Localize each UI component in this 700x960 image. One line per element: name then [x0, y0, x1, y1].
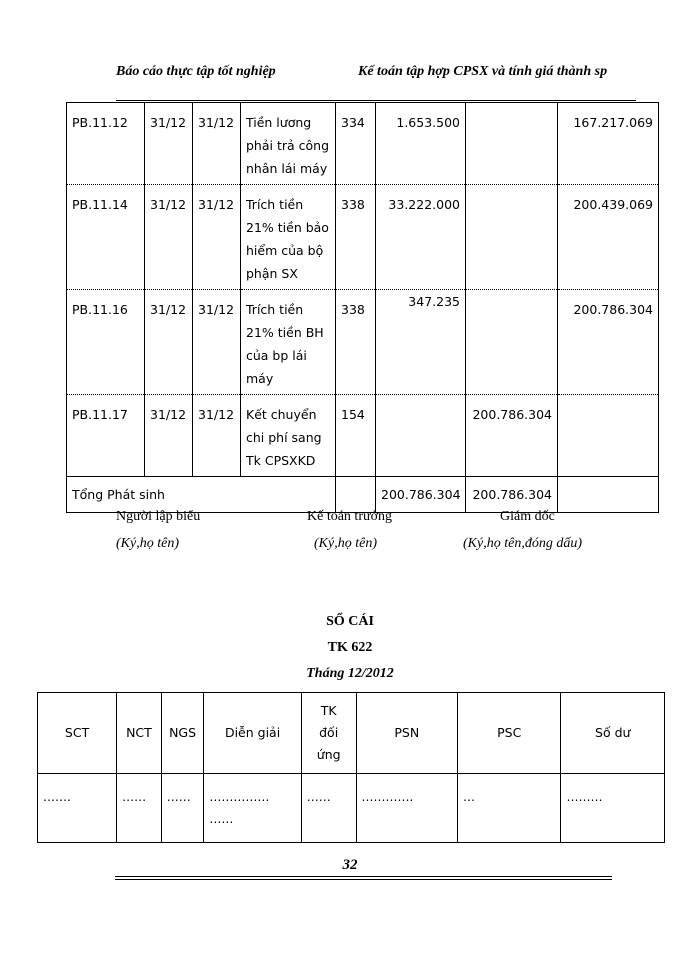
col-header-so-du: Số dư — [561, 693, 665, 774]
nct-cell: 31/12 — [145, 103, 193, 185]
preparer-note: (Ký,họ tên) — [116, 536, 179, 551]
total-row — [67, 477, 659, 513]
dien-giai-cell — [241, 103, 336, 185]
dien-giai-cell — [204, 774, 301, 843]
director-label: Giám đốc — [500, 509, 555, 524]
tk-cell: 154 — [336, 395, 376, 477]
total-psn: 200.786.304 — [376, 477, 466, 513]
period-title: Tháng 12/2012 — [306, 666, 394, 681]
table-row — [67, 290, 659, 395]
psc-cell: … — [458, 774, 561, 843]
nct-cell: 31/12 — [145, 290, 193, 395]
dien-giai-cell — [241, 185, 336, 290]
ngs-cell: …… — [161, 774, 204, 843]
dien-giai-line: của bp lái — [246, 348, 307, 363]
col-header-tk-doi-ung — [301, 693, 356, 774]
psc-cell — [466, 103, 558, 185]
dien-giai-line: …………… — [209, 790, 270, 804]
chief-accountant-note: (Ký,họ tên) — [314, 536, 377, 551]
dien-giai-line: nhân lái máy — [246, 161, 328, 176]
so-du-cell: 167.217.069 — [558, 103, 659, 185]
ngs-cell: 31/12 — [193, 395, 241, 477]
nct-cell: 31/12 — [145, 395, 193, 477]
tk-cell: 338 — [336, 185, 376, 290]
psc-cell — [466, 290, 558, 395]
footer-divider — [115, 876, 612, 877]
dien-giai-line: Kết chuyển — [246, 407, 317, 422]
ngs-cell: 31/12 — [193, 185, 241, 290]
dien-giai-line: …… — [209, 812, 234, 826]
table-row — [67, 103, 659, 185]
so-du-cell: 200.786.304 — [558, 290, 659, 395]
table-row — [38, 774, 665, 843]
psc-cell: 200.786.304 — [466, 395, 558, 477]
psn-cell: 1.653.500 — [376, 103, 466, 185]
chief-accountant-label: Kế toán trưởng — [307, 509, 392, 524]
tk-cell: 338 — [336, 290, 376, 395]
tk-cell: …… — [301, 774, 356, 843]
sct-cell: PB.11.12 — [67, 103, 145, 185]
header-line: đối — [319, 725, 339, 740]
dien-giai-cell — [241, 395, 336, 477]
header-row — [38, 693, 665, 774]
psn-cell: 347.235 — [376, 290, 466, 395]
psc-cell — [466, 185, 558, 290]
sct-cell: PB.11.14 — [67, 185, 145, 290]
preparer-label: Người lập biểu — [116, 509, 201, 524]
dien-giai-cell — [241, 290, 336, 395]
nct-cell: …… — [117, 774, 162, 843]
so-du-cell — [558, 477, 659, 513]
ledger-title: SỔ CÁI — [326, 614, 374, 629]
total-label: Tổng Phát sinh — [67, 477, 336, 513]
psn-cell: …………. — [356, 774, 457, 843]
account-title: TK 622 — [327, 640, 373, 655]
page-number: 32 — [342, 857, 358, 873]
so-du-cell — [558, 395, 659, 477]
dien-giai-line: phận SX — [246, 266, 298, 281]
nct-cell: 31/12 — [145, 185, 193, 290]
col-header-dien-giai: Diễn giải — [204, 693, 301, 774]
dien-giai-line: 21% tiền bảo — [246, 220, 329, 235]
tk-cell — [336, 477, 376, 513]
col-header-psc: PSC — [458, 693, 561, 774]
so-du-cell: ……… — [561, 774, 665, 843]
director-note: (Ký,họ tên,đóng dấu) — [463, 536, 582, 551]
dien-giai-line: Trích tiền — [246, 197, 304, 212]
dien-giai-line: chi phí sang — [246, 430, 322, 445]
header-line: ứng — [316, 747, 341, 762]
sct-cell: ……. — [38, 774, 117, 843]
tk-cell: 334 — [336, 103, 376, 185]
psn-cell — [376, 395, 466, 477]
col-header-psn: PSN — [356, 693, 457, 774]
dien-giai-line: Tiền lương — [246, 115, 312, 130]
ledger-table — [66, 102, 659, 513]
col-header-ngs: NGS — [161, 693, 204, 774]
so-du-cell: 200.439.069 — [558, 185, 659, 290]
col-header-sct: SCT — [38, 693, 117, 774]
ngs-cell: 31/12 — [193, 290, 241, 395]
sct-cell: PB.11.16 — [67, 290, 145, 395]
dien-giai-line: 21% tiền BH — [246, 325, 324, 340]
total-psc: 200.786.304 — [466, 477, 558, 513]
dien-giai-line: hiểm của bộ — [246, 243, 324, 258]
header-divider — [116, 100, 636, 101]
dien-giai-line: máy — [246, 371, 274, 386]
dien-giai-line: Tk CPSXKD — [246, 453, 316, 468]
table-row — [67, 185, 659, 290]
dien-giai-line: Trích tiền — [246, 302, 304, 317]
header-line: TK — [320, 703, 337, 718]
dien-giai-line: phải trả công — [246, 138, 330, 153]
sct-cell: PB.11.17 — [67, 395, 145, 477]
table-row — [67, 395, 659, 477]
psn-cell: 33.222.000 — [376, 185, 466, 290]
ngs-cell: 31/12 — [193, 103, 241, 185]
general-ledger-table — [37, 692, 665, 843]
col-header-nct: NCT — [117, 693, 162, 774]
header-left-title: Báo cáo thực tập tốt nghiệp — [116, 64, 276, 79]
header-right-title: Kế toán tập hợp CPSX và tính giá thành sp — [358, 64, 608, 79]
footer-divider — [115, 879, 612, 880]
